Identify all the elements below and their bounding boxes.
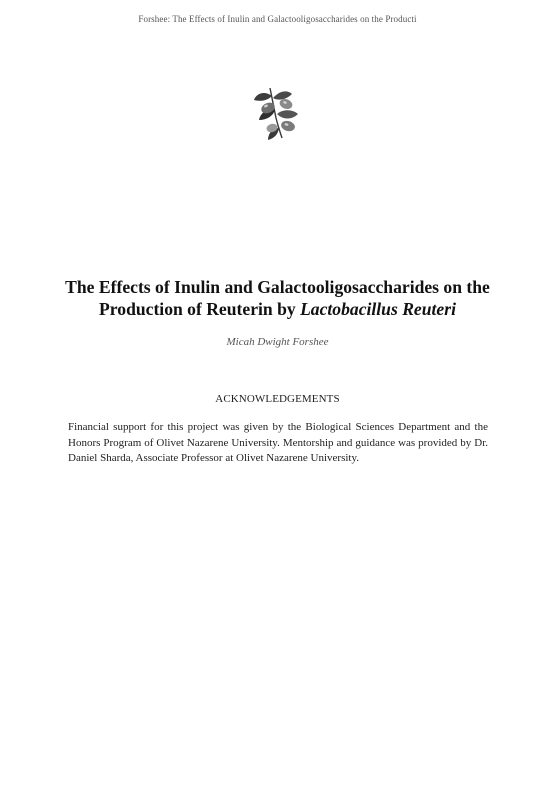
running-header: Forshee: The Effects of Inulin and Galactooligosaccharides on the Producti: [138, 14, 417, 24]
title-species: Lactobacillus Reuteri: [300, 299, 456, 319]
acknowledgements-text: Financial support for this project was given by the Biological Sciences Department and the Honors Program of Olivet Nazarene University. Mentorship and guidance was provided by Dr. Daniel Sharda, Associate Professor at Olivet Nazarene University.: [68, 421, 488, 464]
title-main: The Effects of Inulin and Galactooligosaccharides on the Production of Reuterin by: [65, 277, 490, 319]
document-title: [30, 276, 525, 320]
olive-branch-icon: [248, 84, 306, 144]
author-name: Micah Dwight Forshee: [226, 336, 329, 348]
acknowledgements-heading: ACKNOWLEDGEMENTS: [215, 393, 340, 405]
